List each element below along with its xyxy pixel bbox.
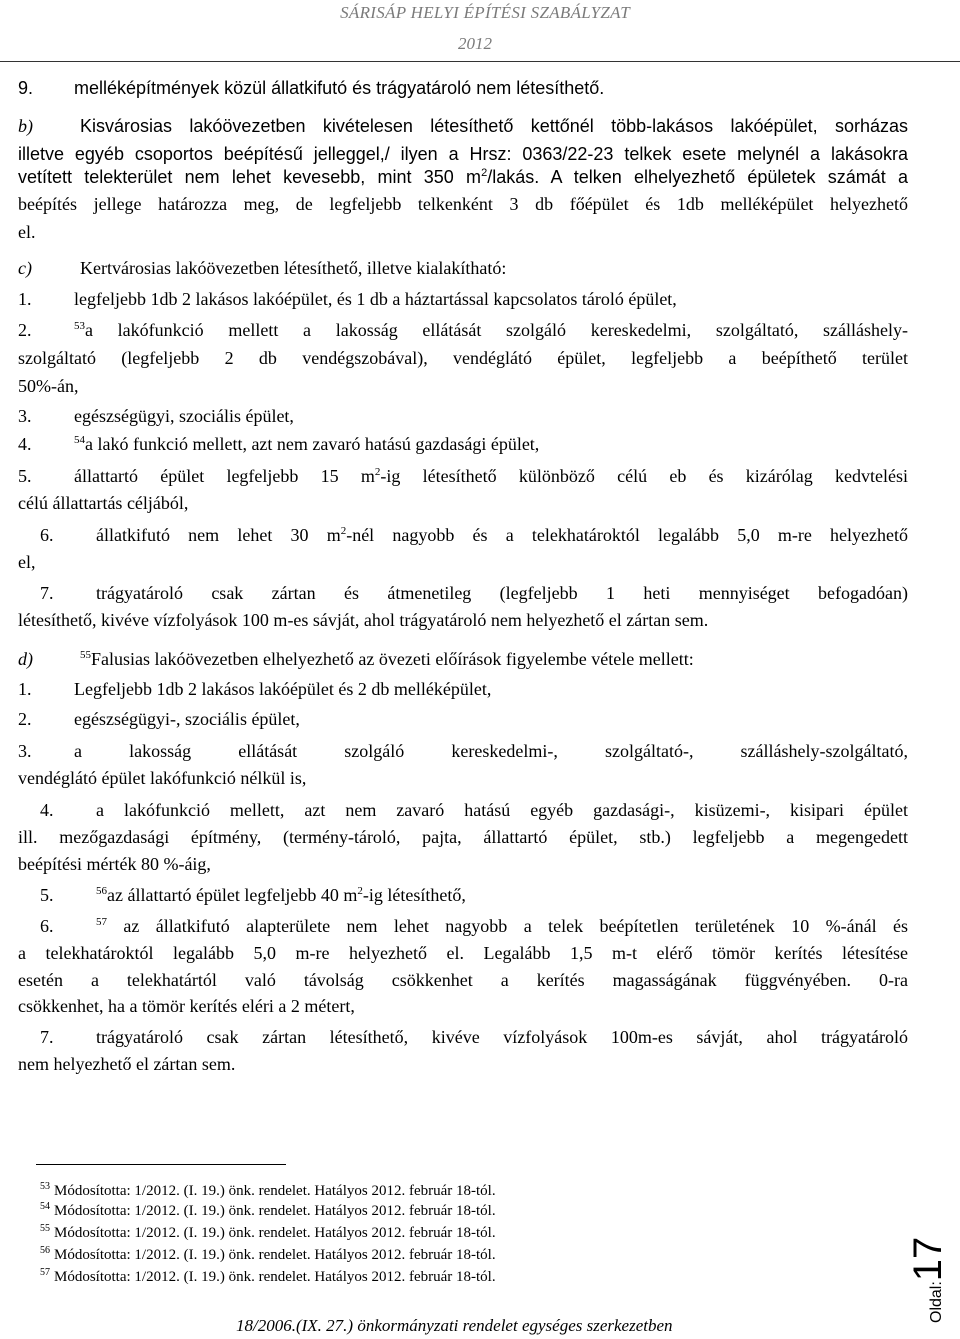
paragraph-b-line: beépítés jellege határozza meg, de legfeljebb telkenként 3 db főépület és 1db melléképület helyezhető: [18, 194, 908, 214]
footnote-divider: [36, 1164, 286, 1165]
footnote: $^{55}$ Módosította: 1/2012. (I. 19.) önk. rendelet. Hatályos 2012. február 18-tól.: [40, 1223, 496, 1241]
section-d-heading: d) $^{55}$Falusias lakóövezetben elhelyezhető az övezeti előírások figyelembe vétele mellett:: [18, 649, 694, 669]
list-item: 2. egészségügyi-, szociális épület,: [18, 709, 300, 729]
list-item: 4. a lakófunkció mellett, azt nem zavaró hatású egyéb gazdasági-, kisüzemi-, kisipari épület: [40, 800, 908, 820]
paragraph-b-line: illetve egyéb csoportos beépítésű jelleggel,/ ilyen a Hrsz: 0363/22-23 telkek esete melynél a lakásokra: [18, 144, 908, 164]
header-divider: [0, 61, 960, 62]
list-item: 1. Legfeljebb 1db 2 lakásos lakóépület és 2 db melléképület,: [18, 679, 492, 699]
list-item-continuation: létesíthető, kivéve vízfolyások 100 m-es sávját, ahol trágyatároló nem helyezhető el zártan sem.: [18, 610, 709, 630]
list-item: 7. trágyatároló csak zártan létesíthető, kivéve vízfolyások 100m-es sávját, ahol trágyatároló: [40, 1027, 908, 1047]
paragraph-b-line: b) Kisvárosias lakóövezetben kivételesen létesíthető kettőnél több-lakásos lakóépület, sorházas: [18, 116, 908, 136]
paragraph-b-line: el.: [18, 222, 36, 242]
list-item: 5. $^{56}$az állattartó épület legfeljebb 40 $m^2-ig$ létesíthető,: [40, 885, 466, 905]
footnote: $^{56}$ Módosította: 1/2012. (I. 19.) önk. rendelet. Hatályos 2012. február 18-tól.: [40, 1245, 496, 1263]
list-item-continuation: el,: [18, 552, 36, 572]
list-item-continuation: 50%-án,: [18, 376, 79, 396]
list-item-continuation: esetén a telekhatártól való távolság csökkenhet a kerítés magasságának függvényében. 0-ra: [18, 970, 908, 990]
list-item-continuation: ill. mezőgazdasági építmény, (termény-tároló, pajta, állattartó épület, stb.) legfeljebb a megengedett: [18, 827, 908, 847]
paragraph-b-line: vetített telekterület nem lehet kevesebb, mint 350 $m^2$/lakás. A telken elhelyezhető épületek számát a: [18, 167, 908, 187]
footnote: $^{57}$ Módosította: 1/2012. (I. 19.) önk. rendelet. Hatályos 2012. február 18-tól.: [40, 1267, 496, 1285]
list-item: 9. melléképítmények közül állatkifutó és trágyatároló nem létesíthető.: [18, 78, 605, 98]
list-item: 5. állattartó épület legfeljebb 15 $m^2-ig$ létesíthető különböző célú eb és kizárólag kedvtelési: [18, 466, 908, 486]
page-footer: 18/2006.(IX. 27.) önkormányzati rendelet egységes szerkezetben: [236, 1316, 673, 1335]
list-item: 6. $^{57}$ az állatkifutó alapterülete nem lehet nagyobb a telek beépítetlen területének 10 %-ánál és: [40, 916, 908, 936]
list-item-continuation: célú állattartás céljából,: [18, 493, 189, 513]
list-item-continuation: nem helyezhető el zártan sem.: [18, 1054, 236, 1074]
list-item-continuation: beépítési mérték 80 %-áig,: [18, 854, 211, 874]
footnote: $^{53}$ Módosította: 1/2012. (I. 19.) önk. rendelet. Hatályos 2012. február 18-tól.: [40, 1181, 496, 1199]
footnote: $^{54}$ Módosította: 1/2012. (I. 19.) önk. rendelet. Hatályos 2012. február 18-tól.: [40, 1201, 496, 1219]
list-item: 3. egészségügyi, szociális épület,: [18, 406, 294, 426]
list-item: 4. $^{54}$a lakó funkció mellett, azt nem zavaró hatású gazdasági épület,: [18, 434, 540, 454]
list-item-continuation: szolgáltató (legfeljebb 2 db vendégszobával), vendéglátó épület, legfeljebb a beépíthető terület: [18, 348, 908, 368]
page-number: Oldal:17: [906, 1236, 950, 1323]
list-item: 3. a lakosság ellátását szolgáló kereskedelmi-, szolgáltató-, szálláshely-szolgáltató,: [18, 741, 908, 761]
list-item: 2. $^{53}$a lakófunkció mellett a lakosság ellátását szolgáló kereskedelmi, szolgáltató, szálláshely-: [18, 320, 908, 340]
list-item: 1. legfeljebb 1db 2 lakásos lakóépület, és 1 db a háztartással kapcsolatos tároló épület,: [18, 289, 677, 309]
list-item: 6. állatkifutó nem lehet 30 $m^2$-nél nagyobb és a telekhatároktól legalább 5,0 m-re helyezhető: [40, 525, 909, 545]
document-year: 2012: [458, 34, 492, 53]
list-item-continuation: csökkenhet, ha a tömör kerítés eléri a 2 métert,: [18, 996, 355, 1016]
document-title: SÁRISÁP HELYI ÉPÍTÉSI SZABÁLYZAT: [340, 3, 630, 22]
list-item-continuation: a telekhatároktól legalább 5,0 m-re helyezhető el. Legalább 1,5 m-t elérő tömör kerítés létesítése: [18, 943, 908, 963]
section-c-heading: c) Kertvárosias lakóövezetben létesíthető, illetve kialakítható:: [18, 258, 507, 278]
list-item: 7. trágyatároló csak zártan és átmenetileg (legfeljebb 1 heti mennyiséget befogadóan): [40, 583, 908, 603]
list-item-continuation: vendéglátó épület lakófunkció nélkül is,: [18, 768, 307, 788]
